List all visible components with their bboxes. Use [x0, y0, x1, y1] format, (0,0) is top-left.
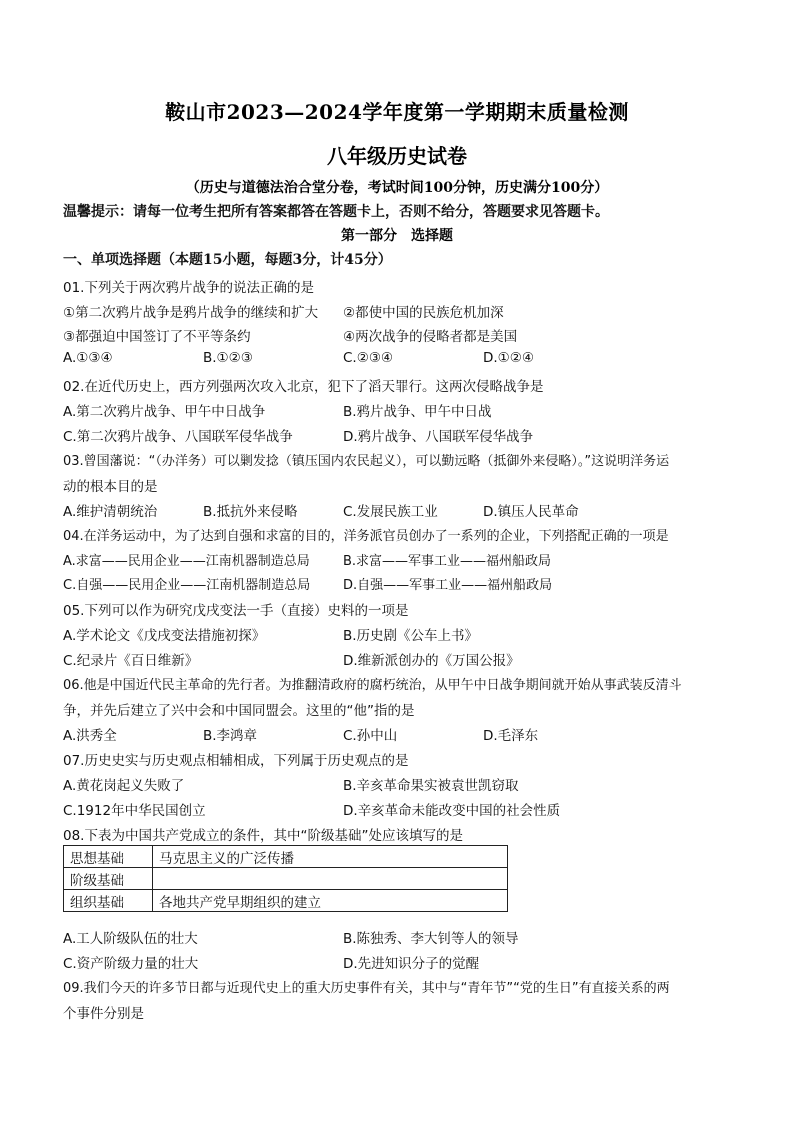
conditions-table — [63, 845, 508, 912]
option-a: A.黄花岗起义失败了 — [63, 778, 185, 794]
option-a: A.洪秀全 — [63, 728, 117, 744]
option-b: B.鸦片战争、甲午中日战 — [343, 404, 492, 420]
question-stem: 动的根本目的是 — [63, 479, 158, 495]
exam-title: 鞍山市2023—2024学年度第一学期期末质量检测 — [165, 100, 629, 124]
option-b: B.抵抗外来侵略 — [203, 504, 298, 520]
option-b: B.求富——军事工业——福州船政局 — [343, 554, 552, 569]
option-a: A.①③④ — [63, 350, 113, 366]
option-c: C.自强——民用企业——江南机器制造总局 — [63, 578, 311, 593]
option-a: A.工人阶级队伍的壮大 — [63, 931, 198, 947]
option-d: D.鸦片战争、八国联军侵华战争 — [343, 429, 534, 445]
option-b: B.辛亥革命果实被袁世凯窃取 — [343, 778, 519, 794]
table-cell: 阶级基础 — [64, 868, 153, 890]
option-b: B.①②③ — [203, 350, 253, 366]
option-b: B.陈独秀、李大钊等人的领导 — [343, 931, 519, 947]
exam-subtitle: 八年级历史试卷 — [327, 144, 467, 168]
option-b: B.李鸿章 — [203, 728, 258, 744]
option-d: D.自强——军事工业——福州船政局 — [343, 578, 553, 593]
statement: ②都使中国的民族危机加深 — [343, 305, 504, 321]
option-c: C.第二次鸦片战争、八国联军侵华战争 — [63, 429, 293, 445]
option-c: C.1912年中华民国创立 — [63, 803, 206, 819]
option-d: D.维新派创办的《万国公报》 — [343, 653, 520, 669]
section-heading: 一、单项选择题（本题15小题，每题3分，计45分） — [63, 252, 392, 268]
option-a: A.求富——民用企业——江南机器制造总局 — [63, 554, 310, 569]
table-cell: 马克思主义的广泛传播 — [153, 846, 508, 868]
option-a: A.第二次鸦片战争、甲午中日战争 — [63, 404, 266, 420]
table-cell: 组织基础 — [64, 890, 153, 912]
statement: ①第二次鸦片战争是鸦片战争的继续和扩大 — [63, 305, 319, 321]
option-d: D.毛泽东 — [483, 728, 539, 744]
option-a: A.维护清朝统治 — [63, 504, 158, 520]
question-stem: 01.下列关于两次鸦片战争的说法正确的是 — [63, 280, 314, 296]
statement: ③都强迫中国签订了不平等条约 — [63, 329, 251, 345]
question-stem: 04.在洋务运动中，为了达到自强和求富的目的，洋务派官员创办了一系列的企业，下列搭配正确的一项是 — [63, 529, 669, 544]
table-row — [64, 890, 508, 912]
option-d: D.①②④ — [483, 350, 534, 366]
question-stem: 争，并先后建立了兴中会和中国同盟会。这里的“他”指的是 — [63, 703, 415, 719]
option-c: C.资产阶级力量的壮大 — [63, 956, 199, 972]
part-heading: 第一部分 选择题 — [341, 228, 453, 244]
question-stem: 06.他是中国近代民主革命的先行者。为推翻清政府的腐朽统治，从甲午中日战争期间就开始从事武装反清斗 — [63, 678, 682, 693]
table-row — [64, 868, 508, 890]
statement: ④两次战争的侵略者都是美国 — [343, 329, 518, 345]
option-a: A.学术论文《戊戌变法措施初探》 — [63, 628, 266, 644]
exam-note: （历史与道德法治合堂分卷，考试时间100分钟，历史满分100分） — [185, 180, 609, 196]
table-cell-blank — [153, 868, 508, 890]
option-c: C.孙中山 — [343, 728, 398, 744]
option-c: C.纪录片《百日维新》 — [63, 653, 199, 669]
question-stem: 03.曾国藩说：“（办洋务）可以剿发捻（镇压国内农民起义），可以勤远略（抵御外来侵略）。”这说明洋务运 — [63, 454, 670, 469]
table-row — [64, 846, 508, 868]
question-stem: 05.下列可以作为研究戊戌变法一手（直接）史料的一项是 — [63, 603, 409, 619]
option-d: D.镇压人民革命 — [483, 504, 579, 520]
option-d: D.先进知识分子的觉醒 — [343, 956, 480, 972]
question-stem: 02.在近代历史上，西方列强两次攻入北京，犯下了滔天罪行。这两次侵略战争是 — [63, 379, 544, 395]
question-stem: 09.我们今天的许多节日都与近现代史上的重大历史事件有关，其中与“青年节”“党的生日”有直接关系的两 — [63, 981, 670, 996]
option-d: D.辛亥革命未能改变中国的社会性质 — [343, 803, 561, 819]
question-stem: 07.历史史实与历史观点相辅相成，下列属于历史观点的是 — [63, 753, 409, 769]
table-cell: 各地共产党早期组织的建立 — [153, 890, 508, 912]
question-stem: 08.下表为中国共产党成立的条件，其中“阶级基础”处应该填写的是 — [63, 828, 463, 844]
exam-tip: 温馨提示：请每一位考生把所有答案都答在答题卡上，否则不给分，答题要求见答题卡。 — [63, 204, 609, 220]
option-b: B.历史剧《公车上书》 — [343, 628, 479, 644]
option-c: C.发展民族工业 — [343, 504, 438, 520]
option-c: C.②③④ — [343, 350, 394, 366]
table-cell: 思想基础 — [64, 846, 153, 868]
question-stem: 个事件分别是 — [63, 1006, 144, 1022]
